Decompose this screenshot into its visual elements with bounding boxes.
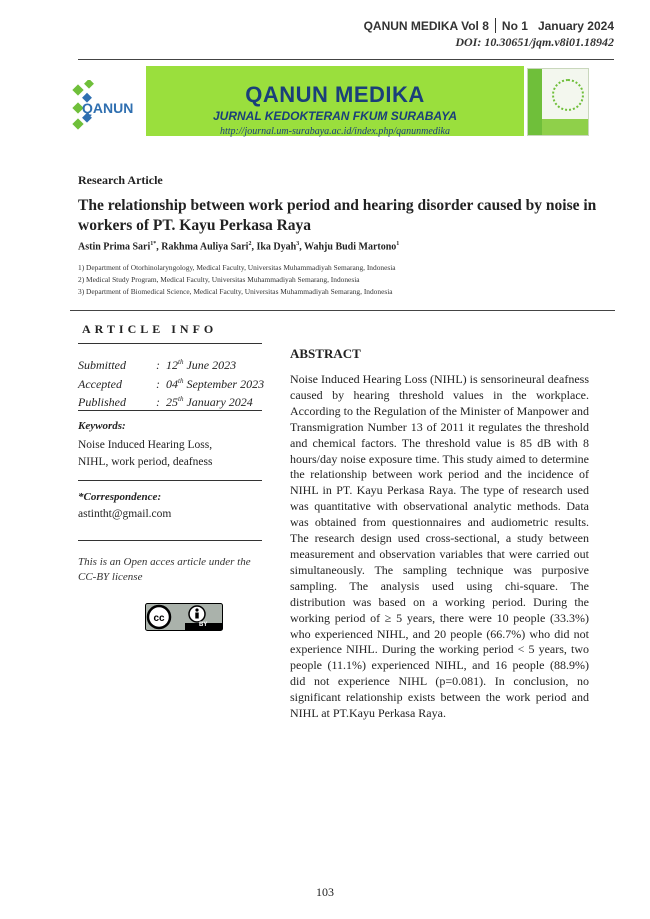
author-name: Rakhma Auliya Sari <box>161 241 249 253</box>
journal-name: QANUN MEDIKA <box>245 82 425 107</box>
article-dates <box>78 355 264 411</box>
abstract-body: Noise Induced Hearing Loss (NIHL) is sensorineural deafness caused by hearing threshold values in the workplace. According to the Regulation of the Minister of Manpower and Transmigration Number 13 of 2011 it regulates the threshold and chemical factors. The threshold value is 85 dB with 8 hours/day noise exposure time. This study aimed to determine the relationship between work period and the incidence of NIHL in PT. Kayu Perkasa Raya. The type of research used was quantitative with observational analytic methods. Data was obtained from questionnaires and audiometric results. The research design used cross-sectional, a study between measurement and observation variables that were carried out simultaneously. The sampling technique was purposive sampling. The analysis used using chi-square. The distribution was based on a working period. During the working period of ≥ 5 years, there were 10 people (33.3%) who experienced NIHL, and 20 people (66.7%) who did not experience NIHL. During the working period < 5 years, two people (11.1%) experienced NIHL, and 16 people (88.9%) did not experience NIHL (p=0.081). In conclusion, no significant relationship exists between the work period and NIHL at PT.Kayu Perkasa Raya. <box>290 372 589 721</box>
article-title: The relationship between work period and hearing disorder caused by noise in workers of PT. Kayu Perkasa Raya <box>78 197 597 234</box>
affiliation: 1) Department of Otorhinolaryngology, Medical Faculty, Universitas Muhammadiyah Semarang, Indonesia <box>78 263 396 272</box>
info-rule <box>78 540 262 541</box>
info-rule <box>78 410 262 411</box>
correspondence-email[interactable]: astintht@gmail.com <box>78 508 172 520</box>
date-row: Accepted : 04th September 2023 <box>78 376 265 391</box>
journal-cover-thumbnail <box>527 68 589 136</box>
author-name: Ika Dyah <box>256 241 297 253</box>
author-name: Wahju Budi Martono <box>304 241 397 253</box>
article-info-heading: ARTICLE INFO <box>82 322 218 336</box>
author-name: Astin Prima Sari <box>78 241 151 253</box>
header-rule <box>78 59 614 60</box>
journal-banner <box>146 66 524 136</box>
logo-text: QANUN <box>82 100 134 116</box>
journal-url[interactable]: http://journal.um-surabaya.ac.id/index.php/qanunmedika <box>220 126 450 137</box>
section-rule <box>70 310 615 311</box>
header-date: January 2024 <box>537 19 614 33</box>
abstract-heading: ABSTRACT <box>290 346 361 361</box>
header-issue: No 1 <box>501 19 528 33</box>
date-row: Submitted : 12th June 2023 <box>78 358 237 372</box>
author-list: Astin Prima Sari$^{1*}$, Rakhma Auliya Sari$^2$, Ika Dyah$^3$, Wahju Budi Martono$^1$ <box>78 241 400 253</box>
doi-link[interactable]: DOI: 10.30651/jqm.v8i01.18942 <box>455 35 614 49</box>
page-number: 103 <box>316 885 334 899</box>
info-rule <box>78 343 262 344</box>
correspondence-heading: *Correspondence: <box>78 491 162 503</box>
running-header <box>364 18 614 50</box>
header-journal: QANUN MEDIKA Vol 8 <box>363 19 489 33</box>
open-access-note: This is an Open acces article under the CC-BY license <box>78 556 251 583</box>
info-rule <box>78 480 262 481</box>
journal-logo <box>70 80 140 134</box>
keywords: Noise Induced Hearing Loss, NIHL, work period, deafness <box>78 439 213 468</box>
date-row: Published : 25th January 2024 <box>78 395 253 409</box>
keywords-heading: Keywords: <box>78 420 126 432</box>
affiliation: 2) Medical Study Program, Medical Faculty, Universitas Muhammadiyah Semarang, Indonesia <box>78 275 360 284</box>
affiliation: 3) Department of Biomedical Science, Medical Faculty, Universitas Muhammadiyah Semarang, Indonesia <box>78 287 393 296</box>
journal-subtitle: JURNAL KEDOKTERAN FKUM SURABAYA <box>212 109 457 123</box>
svg-text:cc: cc <box>153 613 165 624</box>
cc-by-license-badge[interactable] <box>145 603 223 631</box>
header-separator <box>495 18 496 33</box>
license-badge-text: BY <box>199 622 208 628</box>
article-type: Research Article <box>78 173 163 187</box>
